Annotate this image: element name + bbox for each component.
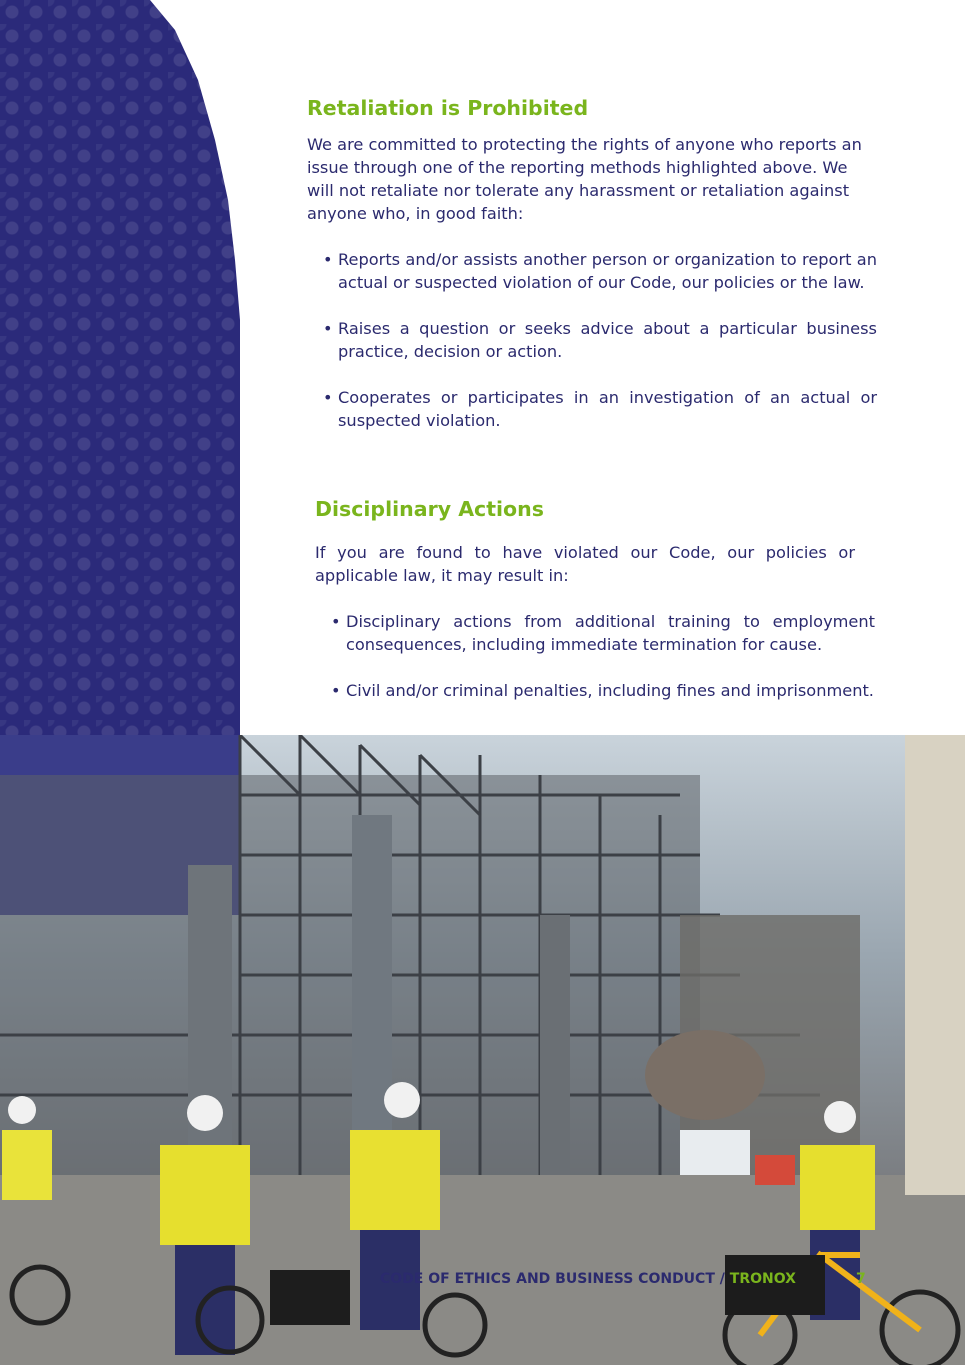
list-item: • Disciplinary actions from additional training to employment consequences, including immediate termination for cause.	[323, 610, 875, 656]
list-item: • Civil and/or criminal penalties, including fines and imprisonment.	[323, 679, 875, 702]
footer-separator: /	[719, 1271, 725, 1287]
page-footer	[380, 1271, 920, 1287]
footer-doc-title: CODE OF ETHICS AND BUSINESS CONDUCT	[380, 1271, 715, 1287]
retaliation-heading: Retaliation is Prohibited	[307, 96, 589, 120]
list-item: • Reports and/or assists another person or organization to report an actual or suspected violation of our Code, our policies or the law.	[315, 248, 877, 294]
retaliation-section	[307, 96, 877, 455]
footer-brand: TRONOX	[729, 1271, 796, 1287]
retaliation-bullet-list	[315, 248, 877, 432]
list-item: • Raises a question or seeks advice about a particular business practice, decision or action.	[315, 317, 877, 363]
list-item: • Cooperates or participates in an investigation of an actual or suspected violation.	[315, 386, 877, 432]
disciplinary-bullet-list	[323, 610, 875, 702]
retaliation-intro: We are committed to protecting the rights of anyone who reports an issue through one of the reporting methods highlighted above. We will not retaliate nor tolerate any harassment or retaliation against anyone who, in good faith:	[307, 135, 862, 223]
page-number: 7	[856, 1271, 866, 1287]
disciplinary-heading: Disciplinary Actions	[315, 497, 544, 521]
decorative-pattern-panel	[0, 0, 240, 736]
disciplinary-intro: If you are found to have violated our Code, our policies or applicable law, it may result in:	[315, 543, 855, 585]
disciplinary-section	[315, 497, 875, 725]
